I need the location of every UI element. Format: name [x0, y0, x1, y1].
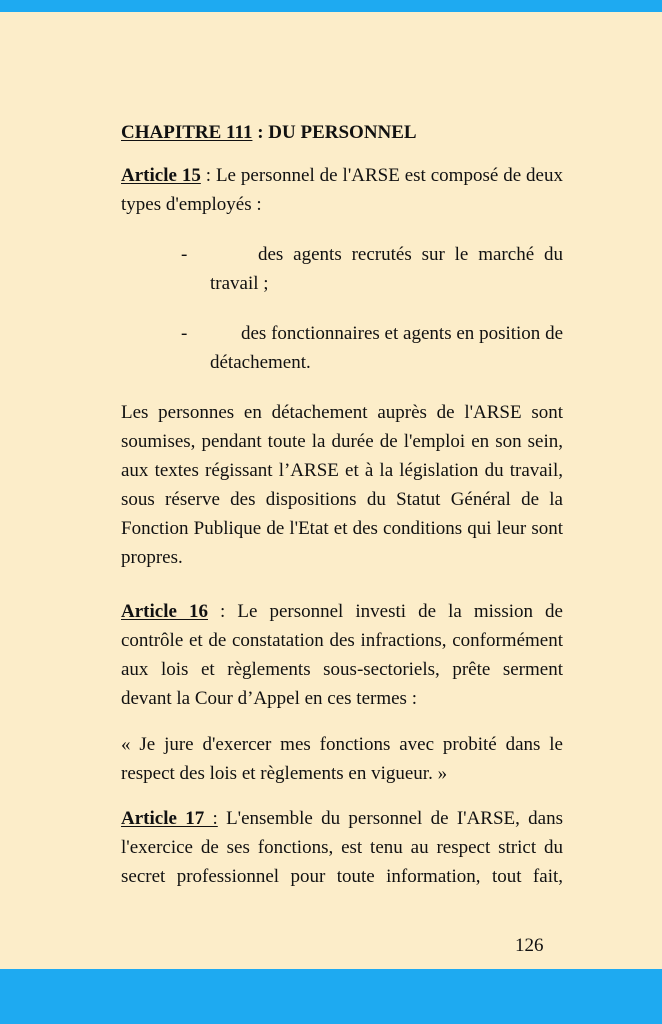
- chapter-heading: [121, 118, 563, 147]
- article-17-label: Article 17: [121, 808, 213, 829]
- oath-quote: « Je jure d'exercer mes fonctions avec probité dans le respect des lois et règlements en vigueur. »: [121, 734, 563, 784]
- article-17-colon: :: [212, 808, 218, 829]
- article-15-intro: [121, 161, 563, 219]
- list-dash: -: [181, 323, 188, 344]
- article-15-label: Article 15: [121, 165, 201, 186]
- article-16-label: Article 16: [121, 601, 208, 622]
- top-band: [0, 0, 662, 12]
- list-item-text: des fonctionnaires et agents en position de détachement.: [210, 323, 563, 373]
- list-item-text: des agents recrutés sur le marché du travail ;: [210, 244, 563, 294]
- chapter-label: CHAPITRE 111: [121, 122, 253, 143]
- article-16-paragraph: [121, 597, 563, 713]
- chapter-title: : DU PERSONNEL: [252, 122, 417, 143]
- article-15-paragraph: Les personnes en détachement auprès de l'ARSE sont soumises, pendant toute la durée de l'emploi en son sein, aux textes régissant l’ARSE et à la législation du travail, sous réserve des dispositions du Statut Général de la Fonction Publique de l'Etat et des conditions qui leur sont propres.: [121, 402, 563, 568]
- page-number: 126: [515, 935, 544, 956]
- list-dash: -: [181, 244, 188, 265]
- article-16-text: : Le personnel investi de la mission de contrôle et de constatation des infractions, conformément aux lois et règlements sous-sectoriels, prête serment devant la Cour d’Appel en ces termes :: [121, 601, 563, 709]
- article-17-text: L'ensemble du personnel de I'ARSE, dans l'exercice de ses fonctions, est tenu au respect strict du secret professionnel pour toute information, tout fait,: [121, 808, 564, 887]
- bottom-band: [0, 969, 662, 1024]
- article-15-text: : Le personnel de l'ARSE est composé de deux types d'employés :: [121, 165, 563, 215]
- article-17-paragraph: [121, 804, 563, 891]
